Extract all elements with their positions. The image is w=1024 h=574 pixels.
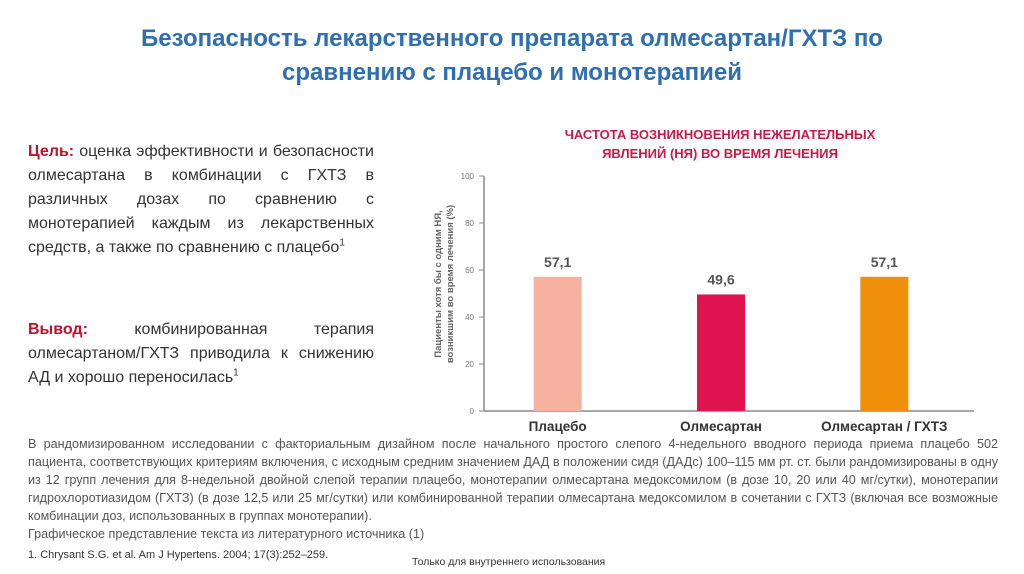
y-axis-label-line-1: Пациенты хотя бы с одним НЯ, [433, 210, 444, 358]
y-tick-label: 100 [460, 172, 474, 181]
chart-title-line-1: ЧАСТОТА ВОЗНИКНОВЕНИЯ НЕЖЕЛАТЕЛЬНЫХ [564, 127, 876, 142]
footer-note: Только для внутреннего использования [412, 556, 606, 568]
study-description [28, 435, 998, 543]
chart-title-line-2: ЯВЛЕНИЙ (НЯ) ВО ВРЕМЯ ЛЕЧЕНИЯ [602, 146, 838, 161]
bar [860, 277, 908, 411]
page-title [40, 22, 984, 90]
goal-paragraph [28, 140, 374, 260]
bar-value-label: 57,1 [870, 253, 898, 270]
conclusion-label: Вывод: [28, 321, 88, 338]
conclusion-footnote-mark: 1 [233, 367, 239, 379]
reference: 1. Chrysant S.G. et al. Am J Hypertens. 2004; 17(3):252–259. [28, 549, 329, 561]
y-tick-label: 40 [465, 313, 474, 322]
bar-value-label: 57,1 [544, 253, 572, 270]
bar [534, 277, 582, 411]
y-axis-label-line-2: возникшим во время лечения (%) [445, 204, 456, 364]
goal-label: Цель: [28, 143, 75, 160]
graphic-source-note: Графическое представление текста из литературного источника (1) [28, 527, 425, 541]
x-category-label: Олмесартан [680, 419, 762, 434]
conclusion-paragraph [28, 318, 374, 390]
x-category-label: Плацебо [528, 419, 587, 434]
y-tick-label: 0 [469, 407, 474, 416]
page-title-line-1: Безопасность лекарственного препарата олмесартан/ГХТЗ по [141, 25, 883, 52]
goal-footnote-mark: 1 [339, 237, 345, 249]
bar-chart [440, 165, 980, 435]
x-category-label: Олмесартан / ГХТЗ [821, 419, 948, 434]
chart-title [520, 125, 920, 163]
conclusion-text: комбинированная терапия олмесартаном/ГХТЗ приводила к снижению АД и хорошо переносилась [28, 321, 374, 386]
page-title-line-2: сравнению с плацебо и монотерапией [282, 59, 742, 86]
y-tick-label: 80 [465, 219, 474, 228]
goal-text: оценка эффективности и безопасности олмесартана в комбинации с ГХТЗ в различных дозах по сравнению с монотерапией каждым из лекарственных средств, а также по сравнению с плацебо [28, 143, 374, 256]
y-tick-label: 60 [465, 266, 474, 275]
bar [697, 294, 745, 411]
bar-value-label: 49,6 [707, 271, 735, 288]
study-description-paragraph: В рандомизированном исследовании с факториальным дизайном после начального простого слепого 4-недельного вводного периода приема плацебо 502 пациента, соответствующих критериям включения, с исходным средним значением ДАД в положении сидя (ДАДс) 100–115 мм рт. ст. были рандомизированы в одну из 12 групп лечения для 8-недельной двойной слепой терапии плацебо, монотерапии олмесартана медоксомилом (в дозе 10, 20 или 40 мг/сутки), монотерапии гидрохлоротиазидом (ГХТЗ) (в дозе 12,5 или 25 мг/сутки) или комбинированной терапии олмесартана медоксомилом в сочетании с ГХТЗ (включая все возможные комбинации доз, использованных в группах монотерапии). [28, 437, 998, 523]
y-tick-label: 20 [465, 360, 474, 369]
